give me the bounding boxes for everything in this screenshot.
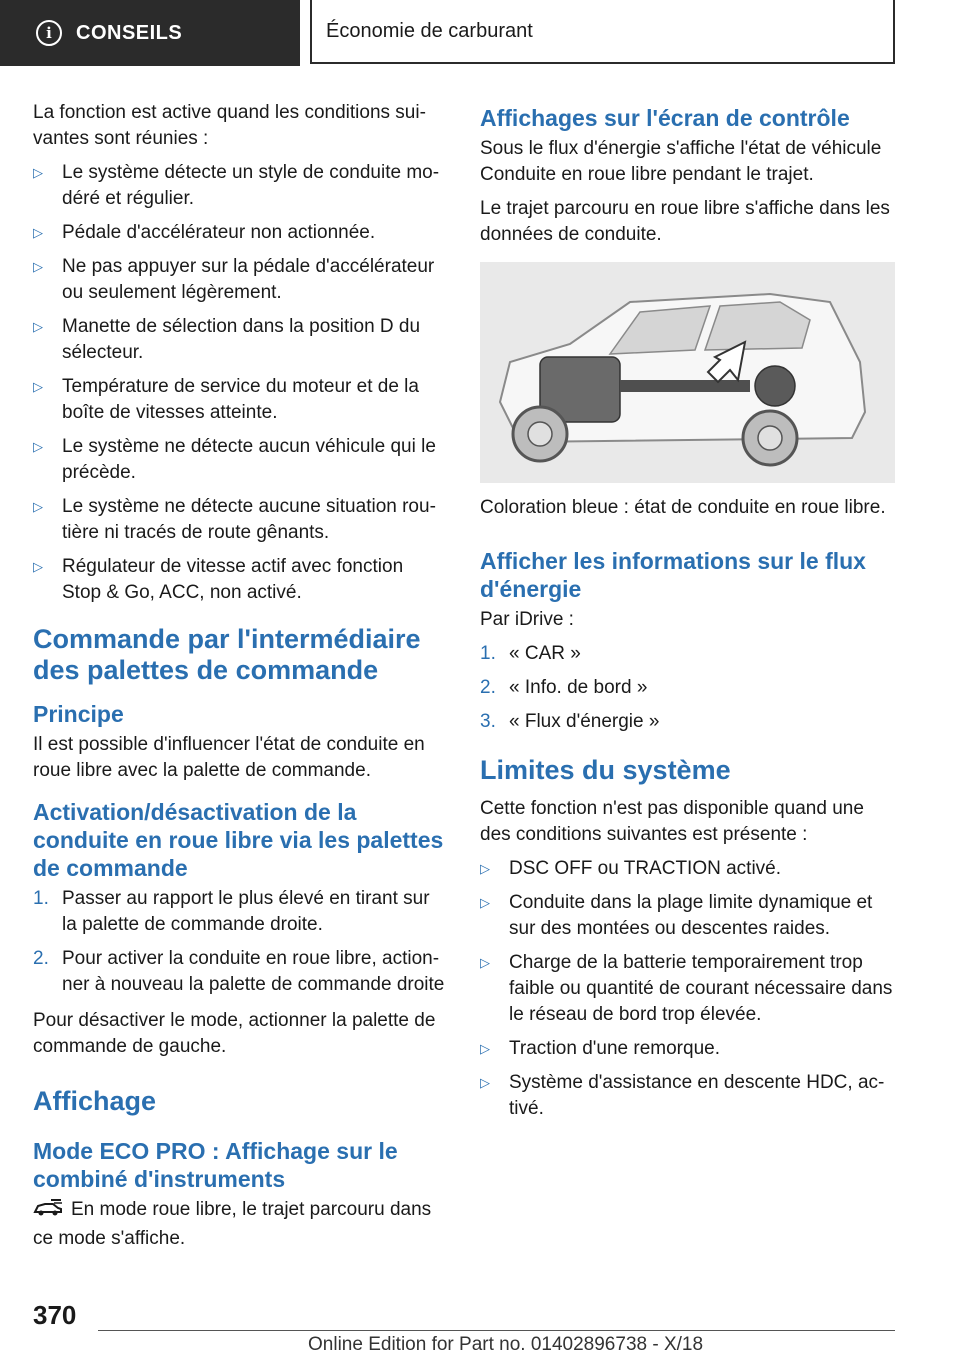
list-item: ▷ Régulateur de vitesse actif avec fonction Stop & Go, ACC, non activé. <box>33 556 404 603</box>
left-column <box>33 100 445 1260</box>
list-item: ▷ Système d'assistance en descente HDC, ac-tivé. <box>480 1072 885 1119</box>
page-header <box>0 0 960 66</box>
screen-text-1: Sous le flux d'énergie s'affiche l'état de véhicule Conduite en roue libre pendant le trajet. <box>480 138 882 185</box>
right-column <box>480 100 895 1132</box>
limits-list <box>480 856 895 1122</box>
chapter-title: Économie de carburant <box>326 19 533 42</box>
list-item: 1. « CAR » <box>480 643 581 664</box>
heading-control-screen: Affichages sur l'écran de contrôle <box>480 105 850 131</box>
intro-text: La fonction est active quand les conditions sui-vantes sont réunies : <box>33 102 426 149</box>
list-item: ▷ Ne pas appuyer sur la pédale d'accélérateur ou seulement légèrement. <box>33 256 435 303</box>
list-item: ▷ Manette de sélection dans la position D du sélecteur. <box>33 316 421 363</box>
list-item: 3. « Flux d'énergie » <box>480 711 660 732</box>
list-item: ▷ Le système ne détecte aucune situation rou-tière ni tracés de route gênants. <box>33 496 436 543</box>
info-icon: i <box>36 20 62 46</box>
menu-steps <box>480 641 895 735</box>
heading-principle: Principe <box>33 701 124 727</box>
triangle-bullet-icon: ▷ <box>480 955 490 970</box>
car-illustration <box>480 262 895 483</box>
deactivate-text: Pour désactiver le mode, actionner la palette de commande de gauche. <box>33 1010 436 1057</box>
triangle-bullet-icon: ▷ <box>33 559 43 574</box>
list-item: 1. Passer au rapport le plus élevé en tirant sur la palette de commande droite. <box>33 888 430 935</box>
heading-show-energy-flow: Afficher les informations sur le flux d'énergie <box>480 548 866 602</box>
coasting-car-icon <box>33 1198 63 1226</box>
triangle-bullet-icon: ▷ <box>480 861 490 876</box>
section-tab <box>0 0 300 66</box>
image-caption: Coloration bleue : état de conduite en roue libre. <box>480 497 886 518</box>
triangle-bullet-icon: ▷ <box>33 225 43 240</box>
list-item: ▷ DSC OFF ou TRACTION activé. <box>480 856 895 882</box>
list-item: 2. Pour activer la conduite en roue libre, action-ner à nouveau la palette de commande droite <box>33 948 445 995</box>
screen-text-2: Le trajet parcouru en roue libre s'affiche dans les données de conduite. <box>480 198 890 245</box>
list-item: ▷ Charge de la batterie temporairement trop faible ou quantité de courant nécessaire dans le réseau de bord trop élevée. <box>480 952 893 1025</box>
list-item: 2. « Info. de bord » <box>480 677 648 698</box>
heading-activation: Activation/désactivation de la conduite en roue libre via les palettes de commande <box>33 799 444 881</box>
heading-system-limits: Limites du système <box>480 755 731 785</box>
eco-text: En mode roue libre, le trajet parcouru dans ce mode s'affiche. <box>33 1199 432 1249</box>
heading-eco-pro: Mode ECO PRO : Affichage sur le combiné d'instruments <box>33 1138 398 1192</box>
page-number: 370 <box>33 1300 77 1330</box>
list-item: ▷ Le système détecte un style de conduite mo-déré et régulier. <box>33 162 440 209</box>
chapter-tab <box>310 0 895 64</box>
edition-text: Online Edition for Part no. 01402896738 - X/18 <box>308 1334 704 1355</box>
triangle-bullet-icon: ▷ <box>33 499 43 514</box>
list-item: ▷ Conduite dans la plage limite dynamique et sur des montées ou descentes raides. <box>480 892 873 939</box>
idrive-text: Par iDrive : <box>480 609 574 630</box>
heading-paddles: Commande par l'intermédiaire des palettes de commande <box>33 624 421 685</box>
list-item: ▷ Le système ne détecte aucun véhicule qui le précède. <box>33 436 436 483</box>
activation-steps <box>33 886 445 998</box>
list-item: ▷ Traction d'une remorque. <box>480 1036 895 1062</box>
list-item: ▷ Pédale d'accélérateur non actionnée. <box>33 220 445 246</box>
triangle-bullet-icon: ▷ <box>33 439 43 454</box>
triangle-bullet-icon: ▷ <box>33 165 43 180</box>
triangle-bullet-icon: ▷ <box>33 319 43 334</box>
list-item: ▷ Température de service du moteur et de la boîte de vitesses atteinte. <box>33 376 419 423</box>
triangle-bullet-icon: ▷ <box>480 895 490 910</box>
principle-text: Il est possible d'influencer l'état de conduite en roue libre avec la palette de commande. <box>33 734 425 781</box>
triangle-bullet-icon: ▷ <box>480 1041 490 1056</box>
triangle-bullet-icon: ▷ <box>33 259 43 274</box>
triangle-bullet-icon: ▷ <box>480 1075 490 1090</box>
heading-display: Affichage <box>33 1086 157 1116</box>
section-label: CONSEILS <box>76 21 183 44</box>
footer-divider <box>98 1330 895 1331</box>
triangle-bullet-icon: ▷ <box>33 379 43 394</box>
limits-intro: Cette fonction n'est pas disponible quand une des conditions suivantes est présente : <box>480 798 864 845</box>
conditions-list <box>33 160 445 606</box>
